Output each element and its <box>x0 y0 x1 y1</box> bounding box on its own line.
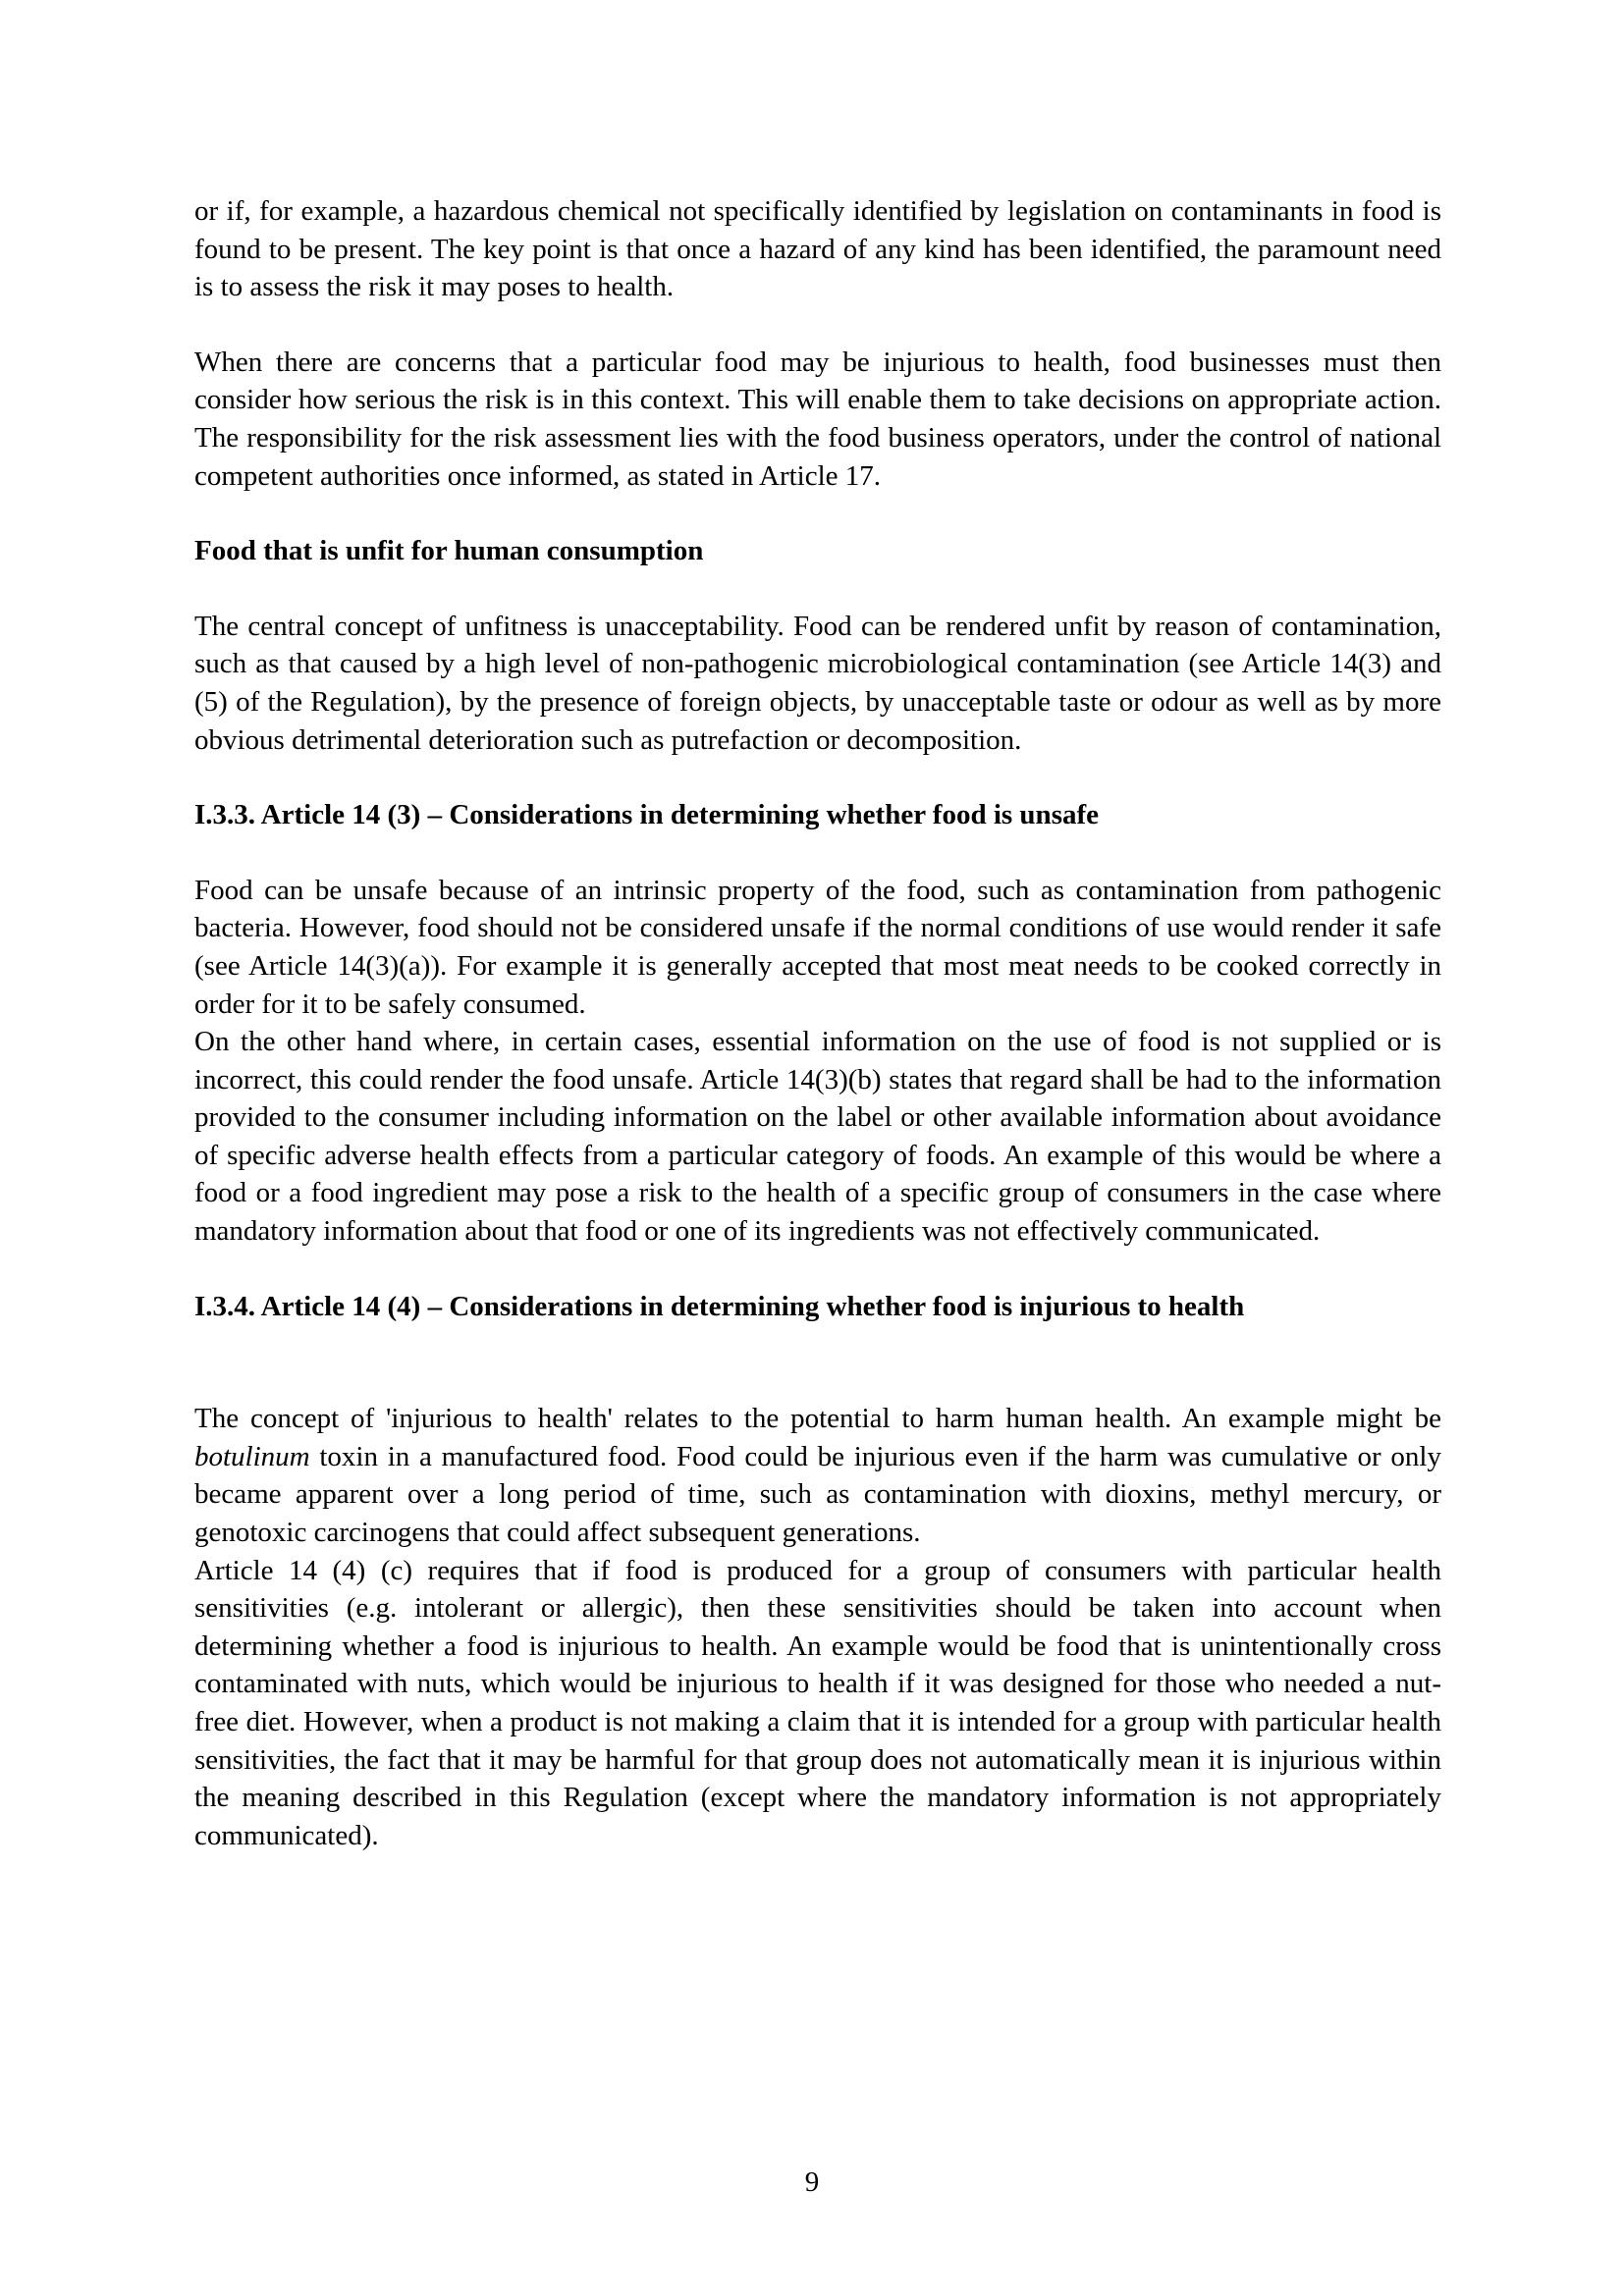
text-span: toxin in a manufactured food. Food could be injurious even if the harm was cumulative or only became apparent over a long period of time, such as contamination with dioxins, methyl mercury, or genotoxic carcinogens that could affect subsequent generations. <box>194 1440 1441 1549</box>
paragraph-hazard-assessment: or if, for example, a hazardous chemical not specifically identified by legislation on contaminants in food is found to be present. The key point is that once a hazard of any kind has been identified, the paramount need is to assess the risk it may poses to health. <box>194 195 1441 303</box>
paragraph-risk-assessment: When there are concerns that a particular food may be injurious to health, food businesses must then consider how serious the risk is in this context. This will enable them to take decisions on appropriate action. The responsibility for the risk assessment lies with the food business operators, under the control of national competent authorities once informed, as stated in Article 17. <box>194 346 1441 492</box>
paragraph-unsafe-intrinsic: Food can be unsafe because of an intrinsic property of the food, such as contamination from pathogenic bacteria. However, food should not be considered unsafe if the normal conditions of use would render it safe (see Article 14(3)(a)). For example it is generally accepted that most meat needs to be cooked correctly in order for it to be safely consumed. <box>194 874 1441 1020</box>
page-number: 9 <box>804 2166 820 2198</box>
heading-unfit-food: Food that is unfit for human consumption <box>194 535 704 567</box>
text-span: The concept of 'injurious to health' relates to the potential to harm human health. An example might be <box>194 1403 1441 1435</box>
italic-term: botulinum <box>194 1440 310 1472</box>
paragraph-unsafe-information: On the other hand where, in certain cases, essential information on the use of food is not supplied or is incorrect, this could render the food unsafe. Article 14(3)(b) states that regard shall be had to the information provided to the consumer including information on the label or other available information about avoidance of specific adverse health effects from a particular category of foods. An example of this would be where a food or a food ingredient may pose a risk to the health of a specific group of consumers in the case where mandatory information about that food or one of its ingredients was not effectively communicated. <box>194 1026 1441 1248</box>
heading-article-14-4: I.3.4. Article 14 (4) – Considerations in determining whether food is injurious to health <box>194 1290 1245 1322</box>
paragraph-unfitness: The central concept of unfitness is unacceptability. Food can be rendered unfit by reason of contamination, such as that caused by a high level of non-pathogenic microbiological contamination (see Article 14(3) and (5) of the Regulation), by the presence of foreign objects, by unacceptable taste or odour as well as by more obvious detrimental deterioration such as putrefaction or decomposition. <box>194 610 1441 756</box>
paragraph-injurious-concept <box>194 1400 1441 1551</box>
document-page <box>194 192 1441 1854</box>
heading-article-14-3: I.3.3. Article 14 (3) – Considerations in determining whether food is unsafe <box>194 799 1100 831</box>
paragraph-health-sensitivities: Article 14 (4) (c) requires that if food is produced for a group of consumers with particular health sensitivities (e.g. intolerant or allergic), then these sensitivities should be taken into account when determining whether a food is injurious to health. An example would be food that is unintentionally cross contaminated with nuts, which would be injurious to health if it was designed for those who needed a nut-free diet. However, when a product is not making a claim that it is intended for a group with particular health sensitivities, the fact that it may be harmful for that group does not automatically mean it is injurious within the meaning described in this Regulation (except where the mandatory information is not appropriately communicated). <box>194 1554 1441 1851</box>
